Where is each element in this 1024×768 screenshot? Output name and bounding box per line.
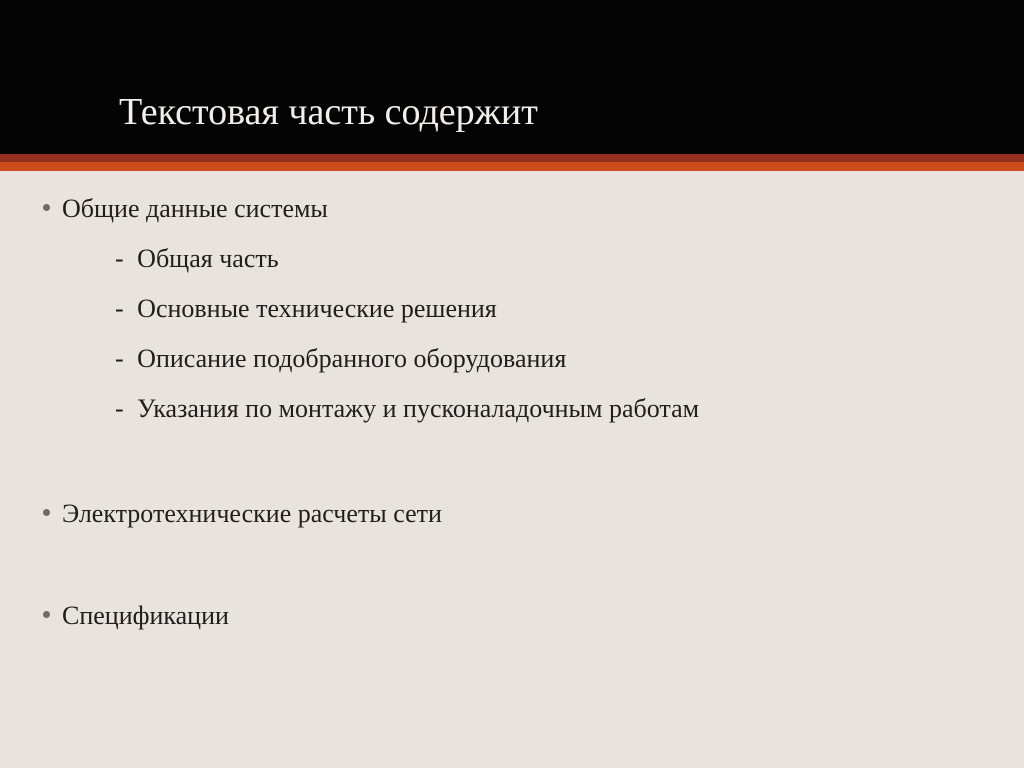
dash-marker-icon: -	[115, 244, 124, 273]
dash-marker-icon: -	[115, 394, 124, 423]
list-item	[62, 194, 328, 224]
accent-stripe-orange	[0, 162, 1024, 171]
slide-title: Текстовая часть содержит	[119, 91, 538, 133]
list-item-label: Общие данные системы	[62, 194, 328, 223]
list-item-label: Указания по монтажу и пусконаладочным работам	[137, 394, 700, 423]
list-item-label: Электротехнические расчеты сети	[62, 499, 442, 528]
bullet-dot-icon	[43, 509, 50, 516]
bullet-dot-icon	[43, 204, 50, 211]
list-item-label: Общая часть	[137, 244, 279, 273]
list-item-label: Описание подобранного оборудования	[137, 344, 567, 373]
slide-body	[0, 171, 1024, 768]
list-subitem	[115, 244, 279, 274]
list-item-label: Основные технические решения	[137, 294, 497, 323]
dash-marker-icon: -	[115, 294, 124, 323]
dash-marker-icon: -	[115, 344, 124, 373]
list-subitem	[115, 394, 699, 424]
list-item	[62, 499, 442, 529]
bullet-dot-icon	[43, 611, 50, 618]
list-subitem	[115, 344, 566, 374]
accent-stripe-dark	[0, 154, 1024, 162]
list-item-label: Спецификации	[62, 601, 229, 630]
list-subitem	[115, 294, 497, 324]
list-item	[62, 601, 229, 631]
slide-header	[0, 0, 1024, 154]
